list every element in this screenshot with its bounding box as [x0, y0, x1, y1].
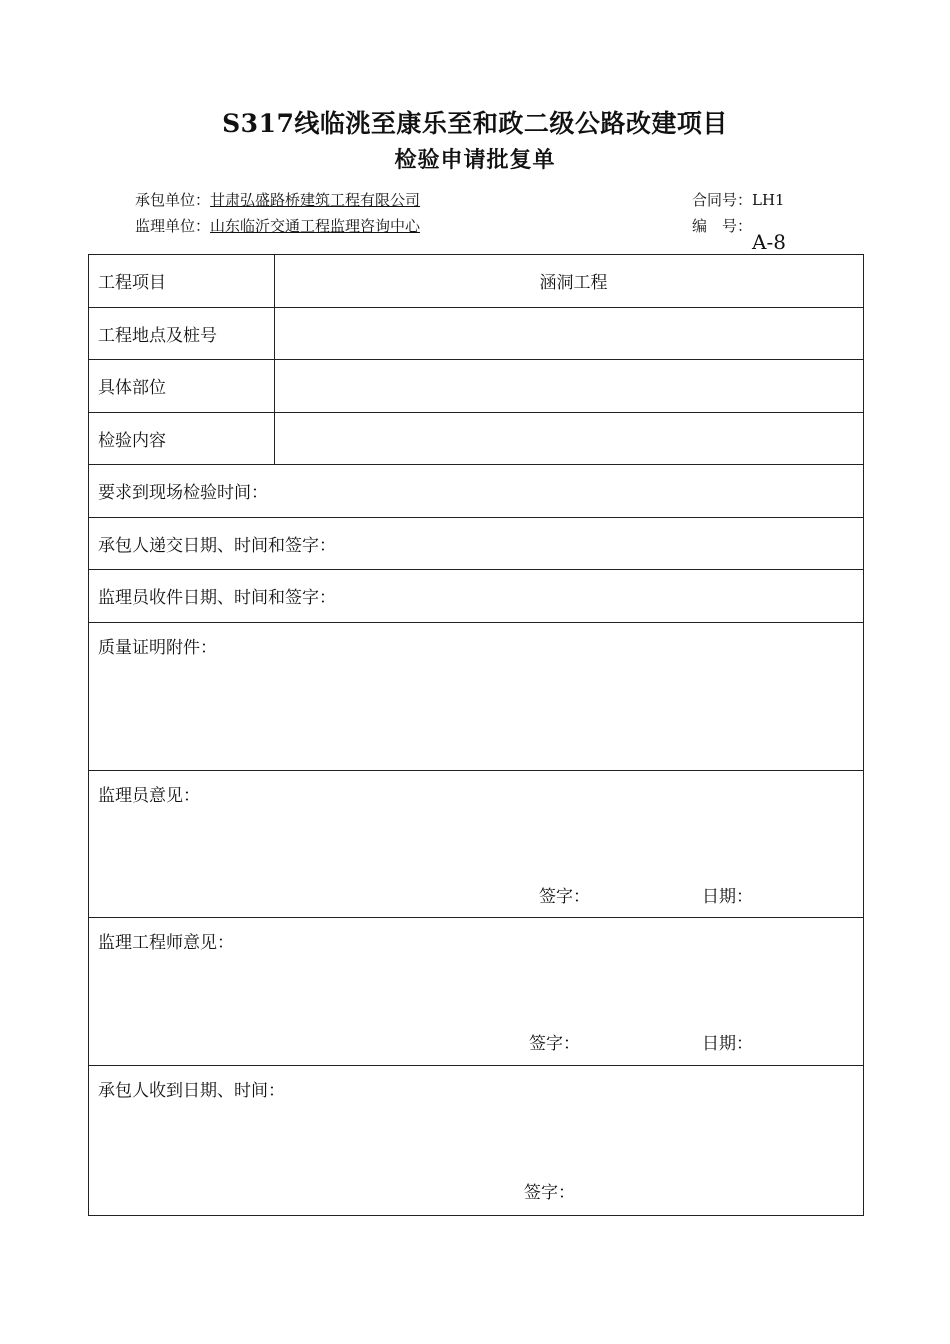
location-row: [89, 307, 864, 360]
contract-number-label: 合同号：: [692, 191, 753, 209]
document-title: S317线临洮至康乐至和政二级公路改建项目: [222, 109, 728, 138]
supervisor-value: 山东临沂交通工程监理咨询中心: [210, 217, 421, 235]
serial-value: A-8: [752, 230, 786, 254]
contractor-line: [135, 189, 420, 210]
location-value[interactable]: [275, 307, 864, 360]
engineer-opinion-row: [89, 917, 864, 1065]
project-row: [89, 255, 864, 308]
submit-field[interactable]: 承包人递交日期、时间和签字：: [89, 517, 864, 570]
contract-number-value: LH1: [752, 191, 785, 209]
inspector-date-label: 日期：: [702, 886, 753, 907]
project-value[interactable]: 涵洞工程: [275, 255, 864, 308]
engineer-opinion-label: 监理工程师意见：: [98, 932, 234, 953]
inspect-time-field[interactable]: 要求到现场检验时间：: [89, 465, 864, 518]
inspector-opinion-row: [89, 770, 864, 917]
attachment-row: [89, 622, 864, 770]
serial-label: 编 号：: [692, 217, 753, 235]
location-label: 工程地点及桩号: [89, 307, 275, 360]
inspection-form-table: [88, 254, 864, 1216]
contractor-receive-label: 承包人收到日期、时间：: [98, 1080, 285, 1101]
receive-row: [89, 570, 864, 623]
engineer-opinion-field[interactable]: [89, 917, 864, 1065]
inspector-sign-label: 签字：: [539, 886, 590, 907]
part-label: 具体部位: [89, 360, 275, 413]
content-row: [89, 412, 864, 465]
supervisor-line: [135, 215, 420, 236]
contractor-receive-row: [89, 1065, 864, 1215]
content-value[interactable]: [275, 412, 864, 465]
inspect-time-row: [89, 465, 864, 518]
content-label: 检验内容: [89, 412, 275, 465]
inspector-opinion-field[interactable]: [89, 770, 864, 917]
contractor-value: 甘肃弘盛路桥建筑工程有限公司: [210, 191, 421, 209]
contractor-receive-field[interactable]: [89, 1065, 864, 1215]
project-label: 工程项目: [89, 255, 275, 308]
supervisor-label: 监理单位：: [135, 217, 211, 235]
contract-number-line: [692, 189, 785, 210]
part-row: [89, 360, 864, 413]
contractor-label: 承包单位：: [135, 191, 211, 209]
part-value[interactable]: [275, 360, 864, 413]
engineer-sign-label: 签字：: [529, 1033, 580, 1054]
submit-row: [89, 517, 864, 570]
engineer-date-label: 日期：: [702, 1033, 753, 1054]
attachment-label: 质量证明附件：: [98, 637, 217, 658]
attachment-field[interactable]: [89, 622, 864, 770]
contractor-sign-label: 签字：: [524, 1182, 575, 1203]
receive-field[interactable]: 监理员收件日期、时间和签字：: [89, 570, 864, 623]
document-subtitle: 检验申请批复单: [394, 147, 556, 173]
inspector-opinion-label: 监理员意见：: [98, 785, 200, 806]
